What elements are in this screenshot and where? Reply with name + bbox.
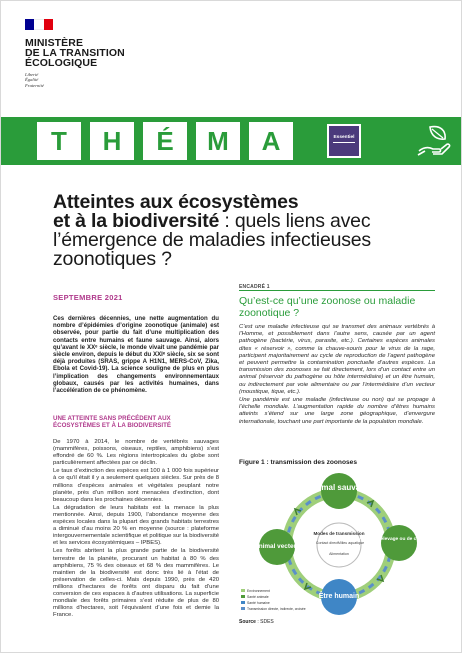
ministry-logo xyxy=(25,19,145,88)
flag-stripe-red xyxy=(44,19,53,30)
figure-source: Source : SDES xyxy=(239,619,274,625)
node-animal-elevage xyxy=(381,525,417,561)
legend-swatch xyxy=(241,595,245,598)
title-line-2-bold: biodiversité xyxy=(112,210,220,232)
node-label: Animal vecteur xyxy=(254,543,300,550)
legend-swatch xyxy=(241,607,245,610)
thema-letter: T xyxy=(37,122,81,160)
box-title: Qu’est-ce qu’une zoonose ou maladie zoonotique ? xyxy=(239,295,416,319)
thema-letters xyxy=(37,122,293,160)
flag-stripe-blue xyxy=(25,19,34,30)
box-label: ENCADRÉ 1 xyxy=(239,284,270,290)
motto-line: Liberté xyxy=(25,72,39,77)
essentiel-badge-label: Essentiel xyxy=(333,135,355,140)
box-divider xyxy=(239,290,435,291)
section-heading: UNE ATTEINTE SANS PRÉCÉDENT AUX ÉCOSYSTÈMES ET À LA BIODIVERSITÉ xyxy=(53,415,172,430)
left-body-text xyxy=(53,439,219,620)
thema-letter: A xyxy=(249,122,293,160)
title-line-3: l’émergence de maladies infectieuses xyxy=(53,229,371,251)
republic-motto xyxy=(25,72,145,88)
ministry-line: MINISTÈRE xyxy=(25,37,84,49)
body-paragraph: Les forêts abritent la plus grande partie de la biodiversité terrestre de la planète, procurant un habitat à 80 % des amphibiens, 75 % des oiseaux et 68 % des mammifères. Le maintien de la biodiversité est donc très lié à l’état de préservation de celles-ci. Mais depuis 1990, près de 420 millions d’hectares de forêts ont disparu du fait d’une conversion de ces espaces à d’autres utilisations. La superficie mondiale des forêts primaires s’est réduite de plus de 80 millions d’hectares, soit l’équivalent d’une fois et demie la France. xyxy=(53,548,219,619)
body-paragraph: Le taux d’extinction des espèces est 100 à 1 000 fois supérieur à ce qu’il était il y a seulement quelques siècles. Sur près de 8 millions d’espèces animales et végétales peuplant notre planète, près d’un million sont menacées d’extinction, dont beaucoup dans les prochaines décennies. xyxy=(53,468,219,503)
legend-swatch xyxy=(241,589,245,592)
node-label: Animal d’élevage ou de compagnie xyxy=(359,537,439,542)
legend-label: Santé humaine xyxy=(247,601,270,605)
essentiel-badge xyxy=(327,124,361,158)
ministry-line: ÉCOLOGIQUE xyxy=(25,57,98,69)
box-body xyxy=(239,324,435,427)
legend-label: Environnement xyxy=(247,589,270,593)
box-paragraph: Une pandémie est une maladie (infectieuse ou non) qui se propage à l’échelle mondiale. L’augmentation rapide du nombre d’êtres humains atteints s’étend sur une large zone géographique, d’envergure internationale, touchant une part importante de la population mondiale. xyxy=(239,397,435,425)
thema-letter: H xyxy=(90,122,134,160)
publication-date: SEPTEMBRE 2021 xyxy=(53,293,123,302)
center-item: Alimentation xyxy=(329,552,349,556)
motto-line: Fraternité xyxy=(25,82,44,88)
title-line-1: Atteintes aux écosystèmes xyxy=(53,191,299,213)
body-paragraph: La dégradation de leurs habitats est la menace la plus mentionnée. Ainsi, depuis 1900, l’abondance moyenne des espèces locales dans la plupart des grands habitats terrestres a diminué d’au moins 20 % en moyenne (source : plateforme intergouvernementale scientifique et politique sur la biodiversité et les services écosystémiques – IPBES). xyxy=(53,504,219,547)
flag-stripe-white xyxy=(34,19,43,30)
hand-leaf-icon xyxy=(415,121,453,161)
legend-label: Transmission directe, indirecte, croisée xyxy=(247,607,306,611)
thema-letter: M xyxy=(196,122,240,160)
flag-icon xyxy=(25,19,53,30)
source-value: SDES xyxy=(260,619,274,625)
title-line-4: zoonotiques ? xyxy=(53,248,172,270)
title-line-2-prefix: et à la xyxy=(53,210,113,232)
center-title: Modes de transmission xyxy=(313,531,365,536)
center-item: Contact direct xyxy=(315,541,339,545)
node-label: Être humain xyxy=(318,593,360,600)
motto-line: Égalité xyxy=(25,77,39,83)
title-line-2-rest: : quels liens avec xyxy=(219,210,371,232)
box-paragraph: C’est une maladie infectieuse qui se transmet des animaux vertébrés à l’Homme, et possiblement dans l’autre sens, causée par un agent pathogène (bactérie, virus, parasite, etc.). Certaines espèces animales dites « réservoir », comme la chauve-souris pour le virus de la rage, participent majoritairement au cycle de reproduction de l’agent pathogène et peuvent permettre la contamination ponctuelle d’autres espèces. La transmission des zoonoses se fait directement, lors d’un contact entre un animal (réservoir du pathogène ou hôte intermédiaire) et un être humain, ou indirectement par voie alimentaire ou par l’intermédiaire d’un vecteur (moustique, tique, etc.). xyxy=(239,324,435,395)
body-paragraph: De 1970 à 2014, le nombre de vertébrés sauvages (mammifères, poissons, oiseaux, reptiles, amphibiens) s’est effondré de 60 %. Les régions intertropicales du globe sont particulièrement affectées par ce déclin. xyxy=(53,439,219,467)
legend-swatch xyxy=(241,601,245,604)
thema-letter: É xyxy=(143,122,187,160)
center-item: Milieu aquatique xyxy=(337,541,365,545)
ministry-name xyxy=(25,38,145,68)
ministry-line: DE LA TRANSITION xyxy=(25,47,125,59)
zoonose-diagram xyxy=(239,471,439,619)
node-label: Animal sauvage xyxy=(308,483,370,492)
lead-paragraph: Ces dernières décennies, une nette augmentation du nombre d’épidémies d’origine zoonotique (animale) est observée, pour partie du fait d’une multiplication des contacts entre humains et faune sauvage. Ainsi, alors qu’avant le XXᵉ siècle, le monde vivait une pandémie par siècle environ, depuis le début du XXIᵉ siècle, six se sont déjà produites (SRAS, grippe A H1N1, MERS-CoV, Zika, Ebola et Covid-19). La science souligne de plus en plus l’implication des changements environnementaux globaux, causés par les activités humaines, dans l’accélération de ce phénomène. xyxy=(53,315,219,395)
figure-caption: Figure 1 : transmission des zoonoses xyxy=(239,459,357,466)
source-label: Source xyxy=(239,619,256,625)
center-circle xyxy=(317,523,361,567)
document-title xyxy=(53,193,443,269)
legend-label: Santé animale xyxy=(247,595,269,599)
